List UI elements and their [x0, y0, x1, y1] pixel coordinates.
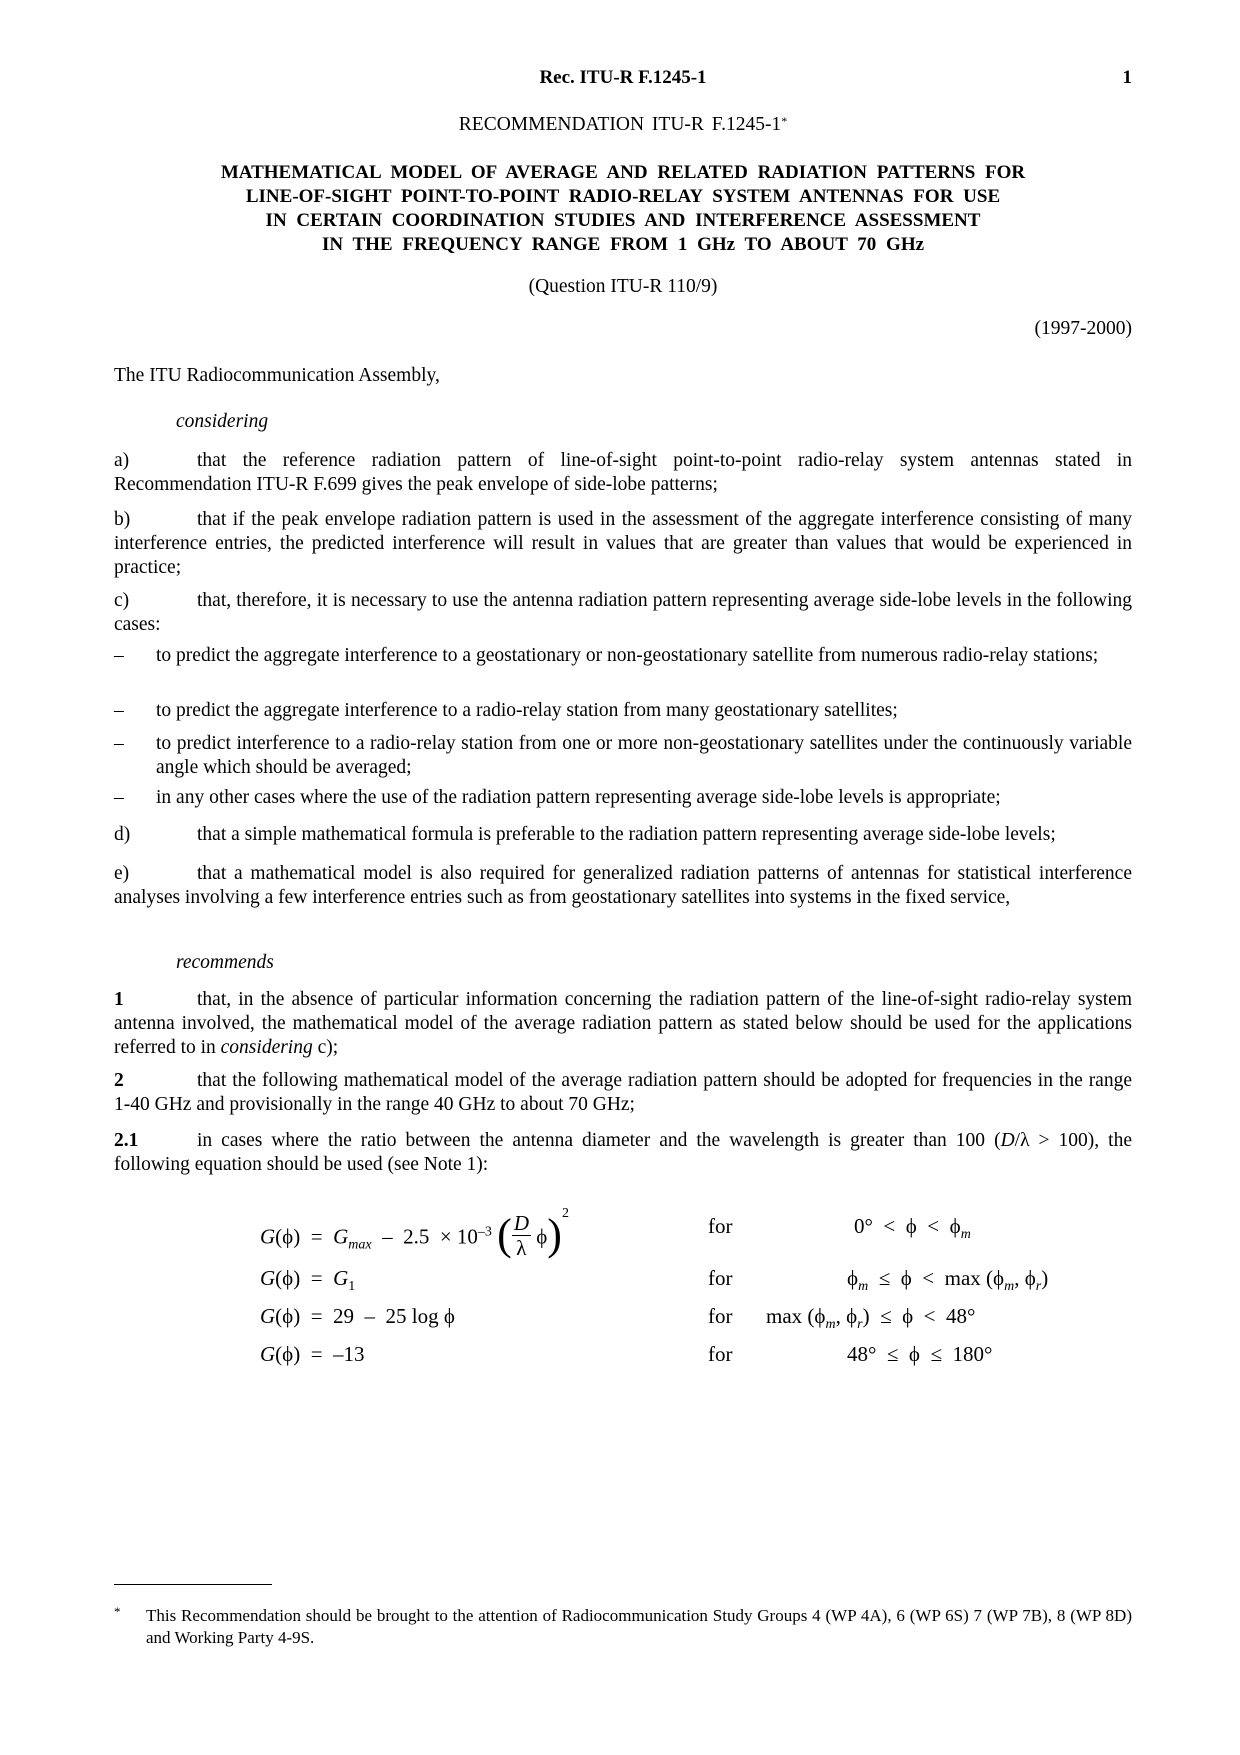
dash-bullet: – [114, 700, 124, 721]
case-text: in any other cases where the use of the radiation pattern representing average side-lobe levels is appropriate; [156, 787, 1001, 808]
recommendation-title [114, 113, 1132, 137]
item-label: d) [114, 824, 131, 845]
subscript: m [960, 1227, 971, 1243]
main-title-line: IN THE FREQUENCY RANGE FROM 1 GHz TO ABOUT 70 GHz [321, 234, 925, 255]
case-item [114, 732, 1132, 780]
recommends-2 [114, 1069, 1132, 1117]
considering-c [114, 589, 1132, 637]
equation-expression [260, 1342, 365, 1366]
equation-1 [114, 1200, 1132, 1260]
case-text: to predict interference to a radio-relay station from one or more non-geostationary satellites under the continuously variable angle which should be averaged; [156, 733, 1132, 778]
item-text-italic: D [1000, 1130, 1015, 1151]
symbol: G [260, 1266, 276, 1290]
expr: , ϕ [1014, 1266, 1036, 1290]
paren-open: ( [497, 1209, 512, 1259]
case-item [114, 786, 1132, 810]
expr: ) [1041, 1266, 1049, 1290]
considering-e [114, 862, 1132, 910]
recommends-2-1 [114, 1129, 1132, 1177]
subscript: r [857, 1317, 863, 1333]
recommends-heading: recommends [176, 952, 274, 973]
expr: ≤ ϕ < max (ϕ [868, 1266, 1005, 1290]
running-header [114, 66, 1132, 92]
symbol: G [260, 1224, 276, 1249]
item-label: 2.1 [114, 1130, 139, 1151]
main-title [114, 161, 1132, 257]
equation-3 [114, 1304, 1132, 1344]
equation-condition [854, 1214, 971, 1247]
item-text: that if the peak envelope radiation pattern is used in the assessment of the aggregate interference consisting of many interference entries, the predicted interference will result in values that are greater than values that would be experienced in practice; [114, 509, 1132, 578]
for-label: for [708, 1342, 733, 1366]
expr: ϕ [847, 1266, 859, 1290]
approval-dates: (1997-2000) [1034, 318, 1132, 339]
item-label: 2 [114, 1070, 124, 1091]
item-text: that the reference radiation pattern of line-of-sight point-to-point radio-relay system antennas stated in Recommendation ITU-R F.699 gives the peak envelope of side-lobe patterns; [114, 450, 1132, 495]
item-text: /λ > 100), the following equation should be used (see Note 1): [114, 1130, 1132, 1175]
footnote-text: This Recommendation should be brought to the attention of Radiocommunication Study Groups 4 (WP 4A), 6 (WP 6S) 7 (WP 7B), 8 (WP 8D) and Working Party 4-9S. [146, 1606, 1132, 1647]
considering-heading: considering [176, 411, 269, 432]
equation-4 [114, 1342, 1132, 1382]
question-reference: (Question ITU-R 110/9) [528, 276, 718, 297]
footnote-reference: * [781, 114, 788, 128]
expr: ) ≤ ϕ < 48° [862, 1304, 976, 1328]
item-text: that the following mathematical model of the average radiation pattern should be adopted for frequencies in the range 1-40 GHz and provisionally in the range 40 GHz to about 70 GHz; [114, 1070, 1132, 1115]
for-label: for [708, 1304, 733, 1328]
dash-bullet: – [114, 733, 124, 754]
subscript: 1 [348, 1279, 356, 1295]
expr: (ϕ) = –13 [275, 1342, 365, 1366]
assembly-line: The ITU Radiocommunication Assembly, [114, 365, 440, 386]
footnote [114, 1605, 1132, 1649]
item-label: 1 [114, 989, 124, 1010]
expr: (ϕ) = [275, 1266, 334, 1290]
equation-2 [114, 1266, 1132, 1306]
subscript: max [348, 1237, 372, 1253]
item-text: that a simple mathematical formula is preferable to the radiation pattern representing average side-lobe levels; [197, 824, 1056, 845]
case-text: to predict the aggregate interference to a radio-relay station from many geostationary satellites; [156, 700, 898, 721]
item-label: b) [114, 509, 131, 530]
subscript: m [1004, 1279, 1015, 1295]
main-title-line: LINE-OF-SIGHT POINT-TO-POINT RADIO-RELAY SYSTEM ANTENNAS FOR USE [245, 186, 1001, 207]
considering-d [114, 823, 1132, 847]
case-item [114, 699, 1132, 723]
equation-expression [260, 1304, 455, 1328]
dash-bullet: – [114, 645, 124, 666]
page-number: 1 [1122, 67, 1132, 88]
symbol: ϕ [536, 1224, 548, 1249]
fraction [512, 1211, 531, 1260]
main-title-line: IN CERTAIN COORDINATION STUDIES AND INTERFERENCE ASSESSMENT [265, 210, 981, 231]
for-label: for [708, 1214, 733, 1238]
equation-condition [847, 1266, 1048, 1299]
superscript: –3 [477, 1224, 492, 1240]
item-text: c); [312, 1037, 339, 1058]
item-text: that, in the absence of particular information concerning the radiation pattern of the line-of-sight radio-relay system antenna involved, the mathematical model of the average radiation pattern as stated below should be used for the applications referred to in [114, 989, 1132, 1058]
expr: max (ϕ [766, 1304, 826, 1328]
considering-b [114, 508, 1132, 580]
equation-condition [766, 1304, 975, 1337]
footnote-mark: * [114, 1604, 121, 1619]
footnote-divider [114, 1584, 272, 1585]
item-text-italic: considering [220, 1037, 313, 1058]
for-label: for [708, 1266, 733, 1290]
case-text: to predict the aggregate interference to a geostationary or non-geostationary satellite from numerous radio-relay stations; [156, 645, 1099, 666]
equation-condition: 48° ≤ ϕ ≤ 180° [847, 1342, 993, 1366]
expr: 0° < ϕ < ϕ [854, 1214, 961, 1238]
recommends-1 [114, 988, 1132, 1060]
superscript: 2 [561, 1206, 569, 1222]
paren-close: ) [547, 1209, 562, 1259]
item-text: in cases where the ratio between the antenna diameter and the wavelength is greater than 100 ( [197, 1130, 1001, 1151]
expr: (ϕ) = 29 – 25 log ϕ [275, 1304, 455, 1328]
item-label: a) [114, 450, 130, 471]
symbol: G [333, 1266, 349, 1290]
case-item [114, 644, 1132, 668]
subscript: m [858, 1279, 869, 1295]
item-text: that, therefore, it is necessary to use the antenna radiation pattern representing average side-lobe levels in the following cases: [114, 590, 1132, 635]
considering-a [114, 449, 1132, 497]
symbol: G [260, 1342, 276, 1366]
denominator: λ [516, 1236, 527, 1260]
item-label: c) [114, 590, 130, 611]
equation-expression [260, 1206, 569, 1263]
dash-bullet: – [114, 787, 124, 808]
recommendation-title-text: RECOMMENDATION ITU-R F.1245-1 [458, 114, 782, 135]
expr: (ϕ) = [275, 1224, 334, 1249]
subscript: m [825, 1317, 836, 1333]
expr: – 2.5 × 10 [371, 1224, 478, 1249]
item-text: that a mathematical model is also required for generalized radiation patterns of antennas for statistical interference analyses involving a few interference entries such as from geostationary satellites into systems in the fixed service, [114, 863, 1132, 908]
running-title: Rec. ITU-R F.1245-1 [539, 67, 707, 88]
expr: , ϕ [835, 1304, 858, 1328]
symbol: G [333, 1224, 349, 1249]
equation-expression [260, 1266, 355, 1299]
symbol: G [260, 1304, 276, 1328]
subscript: r [1035, 1279, 1042, 1295]
numerator: D [513, 1211, 529, 1235]
main-title-line: MATHEMATICAL MODEL OF AVERAGE AND RELATED RADIATION PATTERNS FOR [220, 162, 1026, 183]
item-label: e) [114, 863, 130, 884]
